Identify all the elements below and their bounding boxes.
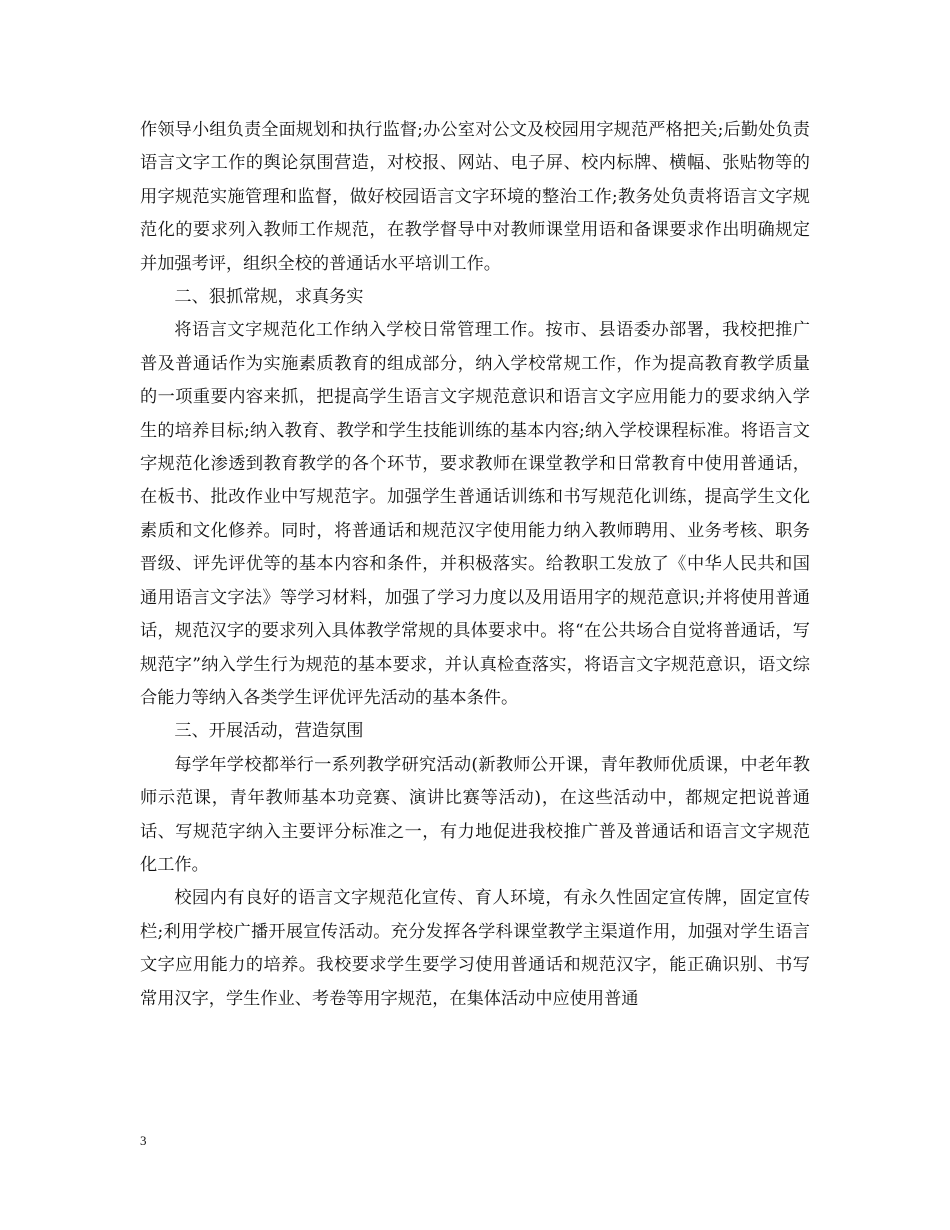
paragraph-routine-management: 将语言文字规范化工作纳入学校日常管理工作。按市、县语委办部署，我校把推广普及普通话作为实施素质教育的组成部分，纳入学校常规工作，作为提高教育教学质量的一项重要内容来抓，把提高学生语言文字规范意识和语言文字应用能力的要求纳入学生的培养目标;纳入教育、教学和学生技能训练的基本内容;纳入学校课程标准。将语言文字规范化渗透到教育教学的各个环节，要求教师在课堂教学和日常教育中使用普通话，在板书、批改作业中写规范字。加强学生普通话训练和书写规范化训练，提高学生文化素质和文化修养。同时，将普通话和规范汉字使用能力纳入教师聘用、业务考核、职务晋级、评先评优等的基本内容和条件，并积极落实。给教职工发放了《中华人民共和国通用语言文字法》等学习材料，加强了学习力度以及用语用字的规范意识;并将使用普通话，规范汉字的要求列入具体教学常规的具体要求中。将“在公共场合自觉将普通话，写规范字”纳入学生行为规范的基本要求，并认真检查落实，将语言文字规范意识，语文综合能力等纳入各类学生评优评先活动的基本条件。 — [140, 320, 810, 708]
section-heading-2: 二、狠抓常规，求真务实 — [174, 287, 364, 308]
paragraph-campus-environment: 校园内有良好的语言文字规范化宣传、育人环境，有永久性固定宣传牌，固定宣传栏;利用学校广播开展宣传活动。充分发挥各学科课堂教学主渠道作用，加强对学生语言文字应用能力的培养。我校要求学生要学习使用普通话和规范汉字，能正确识别、书写常用汉字，学生作业、考卷等用字规范，在集体活动中应使用普通 — [140, 888, 810, 1009]
page-number: 3 — [140, 1133, 147, 1148]
paragraph-continuation: 作领导小组负责全面规划和执行监督;办公室对公文及校园用字规范严格把关;后勤处负责语言文字工作的舆论氛围营造，对校报、网站、电子屏、校内标牌、横幅、张贴物等的用字规范实施管理和监督，做好校园语言文字环境的整治工作;教务处负责将语言文字规范化的要求列入教师工作规范，在教学督导中对教师课堂用语和备课要求作出明确规定并加强考评，组织全校的普通话水平培训工作。 — [140, 120, 810, 274]
section-heading-3: 三、开展活动，营造氛围 — [174, 721, 364, 742]
document-body — [140, 114, 810, 1016]
paragraph-teaching-activities: 每学年学校都举行一系列教学研究活动(新教师公开课，青年教师优质课，中老年教师示范课，青年教师基本功竞赛、演讲比赛等活动)，在这些活动中，都规定把说普通话、写规范字纳入主要评分标准之一，有力地促进我校推广普及普通话和语言文字规范化工作。 — [140, 754, 810, 875]
